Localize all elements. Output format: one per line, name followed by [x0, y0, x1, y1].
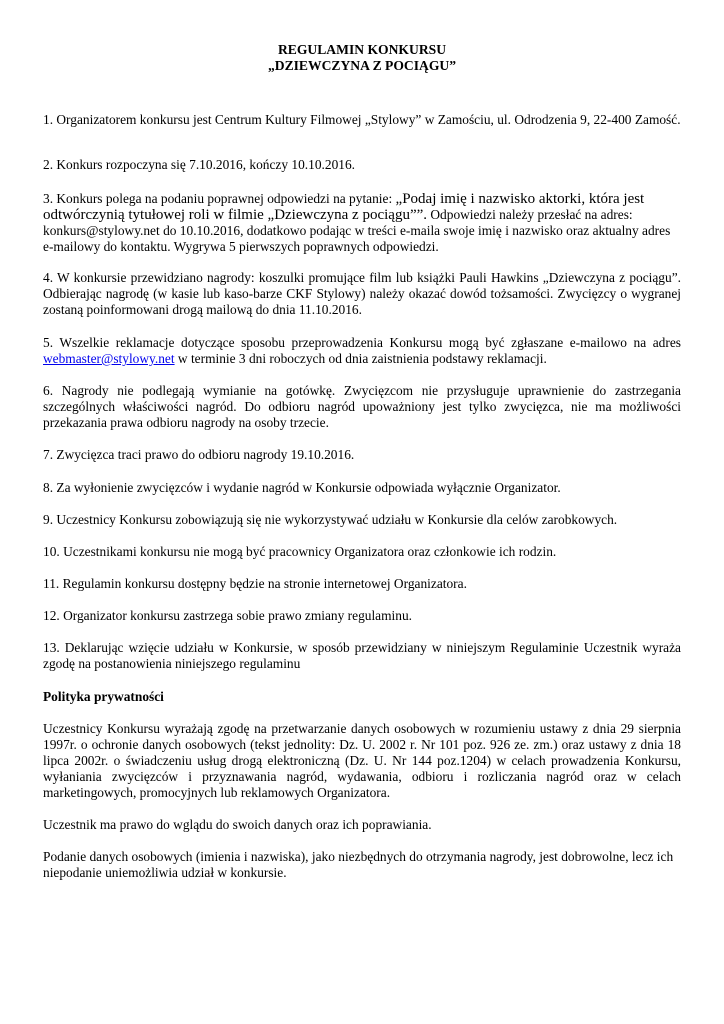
webmaster-email-link[interactable]: webmaster@stylowy.net	[43, 351, 175, 366]
paragraph-4: 4. W konkursie przewidziano nagrody: koszulki promujące film lub książki Pauli Hawkins „Dziewczyna z pociągu”. Odbierając nagrodę (w kasie lub kaso-barze CKF Stylowy) należy okazać dowód tożsamości. Zwycięzcy o wygranej zostaną poinformowani drogą mailową do dnia 11.10.2016.	[43, 270, 681, 317]
paragraph-5-end: w terminie 3 dni roboczych od dnia zaistnienia podstawy reklamacji.	[174, 351, 547, 366]
paragraph-7: 7. Zwycięzca traci prawo do odbioru nagrody 19.10.2016.	[43, 447, 355, 462]
privacy-heading: Polityka prywatności	[43, 689, 164, 704]
paragraph-3	[43, 191, 681, 255]
title-line-1: REGULAMIN KONKURSU	[277, 42, 447, 57]
paragraph-11: 11. Regulamin konkursu dostępny będzie na stronie internetowej Organizatora.	[43, 576, 467, 591]
paragraph-3-start: 3. Konkurs polega na podaniu poprawnej odpowiedzi na pytanie:	[43, 191, 396, 206]
privacy-paragraph-2: Uczestnik ma prawo do wglądu do swoich danych oraz ich poprawiania.	[43, 817, 432, 832]
paragraph-5-start: 5. Wszelkie reklamacje dotyczące sposobu przeprowadzenia Konkursu mogą być zgłaszane e-mailowo na adres	[43, 335, 681, 350]
title-line-2: „DZIEWCZYNA Z POCIĄGU”	[267, 58, 457, 73]
paragraph-6: 6. Nagrody nie podlegają wymianie na gotówkę. Zwycięzcom nie przysługuje uprawnienie do zastrzegania szczególnych właściwości nagród. Do odbioru nagród upoważniony jest tylko zwycięzca, nie ma możliwości przekazania prawa odbioru nagrody na osoby trzecie.	[43, 383, 681, 430]
paragraph-12: 12. Organizator konkursu zastrzega sobie prawo zmiany regulaminu.	[43, 608, 412, 623]
paragraph-3-end: Odpowiedzi należy przesłać na adres: konkurs@stylowy.net do 10.10.2016, dodatkowo podając w treści e-maila swoje imię i nazwisko oraz aktualny adres e-mailowy do kontaktu. Wygrywa 5 pierwszych poprawnych odpowiedzi.	[43, 207, 671, 254]
paragraph-1: 1. Organizatorem konkursu jest Centrum Kultury Filmowej „Stylowy” w Zamościu, ul. Odrodzenia 9, 22-400 Zamość.	[43, 112, 681, 127]
privacy-paragraph-1: Uczestnicy Konkursu wyrażają zgodę na przetwarzanie danych osobowych w rozumieniu ustawy z dnia 29 sierpnia 1997r. o ochronie danych osobowych (tekst jednolity: Dz. U. 2002 r. Nr 101 poz. 926 ze. zm.) oraz ustawy z dnia 18 lipca 2002r. o świadczeniu usług drogą elektroniczną (Dz. U. Nr 144 poz.1204) w celach prowadzenia Konkursu, wyłaniania zwycięzców i przyznawania nagród, wydawania, odbioru i rozliczania nagród oraz w celach marketingowych, promocyjnych lub reklamowych Organizatora.	[43, 721, 681, 800]
paragraph-9: 9. Uczestnicy Konkursu zobowiązują się nie wykorzystywać udziału w Konkursie dla celów zarobkowych.	[43, 512, 618, 527]
paragraph-10: 10. Uczestnikami konkursu nie mogą być pracownicy Organizatora oraz członkowie ich rodzin.	[43, 544, 557, 559]
paragraph-2: 2. Konkurs rozpoczyna się 7.10.2016, kończy 10.10.2016.	[43, 157, 356, 172]
paragraph-5	[43, 335, 681, 367]
privacy-paragraph-3: Podanie danych osobowych (imienia i nazwiska), jako niezbędnych do otrzymania nagrody, jest dobrowolne, lecz ich niepodanie uniemożliwia udział w konkursie.	[43, 849, 674, 880]
contest-question: „Podaj imię i nazwisko aktorki, która jest odtwórczynią tytułowej roli w filmie „Dziewczyna z pociągu””.	[43, 191, 645, 223]
paragraph-13: 13. Deklarując wzięcie udziału w Konkursie, w sposób przewidziany w niniejszym Regulaminie Uczestnik wyraża zgodę na postanowienia niniejszego regulaminu	[43, 640, 681, 671]
paragraph-8: 8. Za wyłonienie zwycięzców i wydanie nagród w Konkursie odpowiada wyłącznie Organizator.	[43, 480, 561, 495]
